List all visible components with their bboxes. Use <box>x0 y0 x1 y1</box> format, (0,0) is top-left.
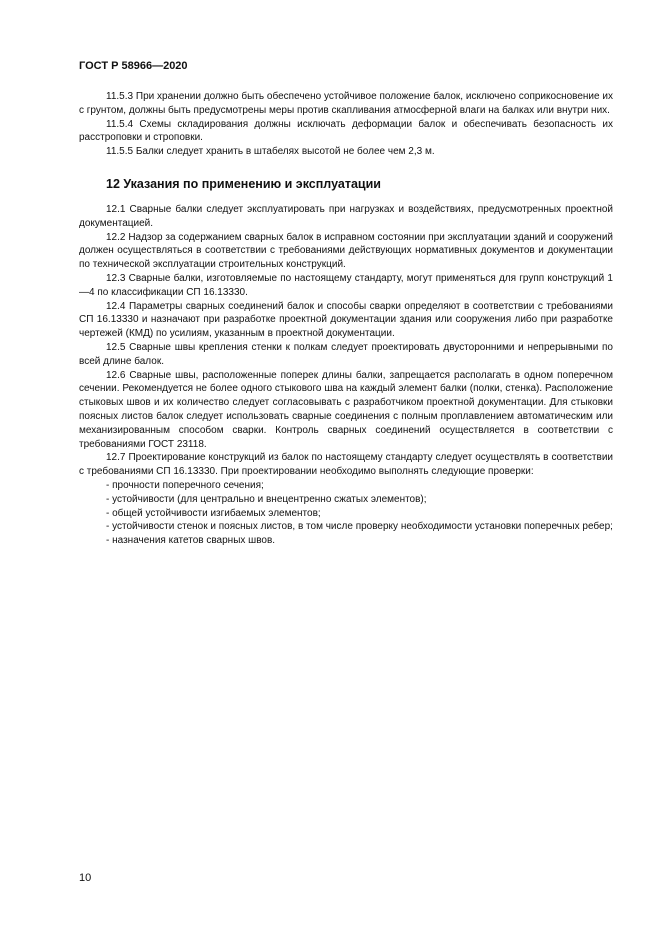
paragraph-12-3: 12.3 Сварные балки, изготовляемые по настоящему стандарту, могут применяться для групп конструкций 1—4 по классификации СП 16.13330. <box>79 272 613 298</box>
document-header: ГОСТ Р 58966—2020 <box>79 60 188 72</box>
paragraph-12-4: 12.4 Параметры сварных соединений балок и способы сварки определяют в соответствии с требованиями СП 16.13330 и назначают при разработке проектной документации здания или сооружения либо при разработке чертежей (КМД) по усилиям, указанным в проектной документации. <box>79 300 613 340</box>
paragraph-11-5-5: 11.5.5 Балки следует хранить в штабелях высотой не более чем 2,3 м. <box>106 146 435 158</box>
page-number: 10 <box>79 872 92 884</box>
section-title: 12 Указания по применению и эксплуатации <box>106 176 381 191</box>
document-body <box>79 90 613 548</box>
paragraph-12-6: 12.6 Сварные швы, расположенные поперек длины балки, запрещается располагать в одном поперечном сечении. Рекомендуется не более одного стыкового шва на каждый элемент балки (полки, стенка). Расположение стыковых швов и их количество следует согласовывать с разработчиком проектной документации. Для стыковки поясных листов балок следует использовать сварные соединения с полным проплавлением автоматическим или механизированным способом сварки. Контроль сварных соединений осуществляется в соответствии с требованиями ГОСТ 23118. <box>79 369 613 450</box>
paragraph-12-5: 12.5 Сварные швы крепления стенки к полкам следует проектировать двусторонними и непрерывными по всей длине балок. <box>79 341 613 367</box>
list-item: - устойчивости (для центрально и внецентренно сжатых элементов); <box>106 493 427 505</box>
paragraph-12-7: 12.7 Проектирование конструкций из балок по настоящему стандарту следует осуществлять в соответствии с требованиями СП 16.13330. При проектировании необходимо выполнять следующие проверки: <box>79 452 613 478</box>
list-item: - назначения катетов сварных швов. <box>106 535 276 547</box>
paragraph-12-1: 12.1 Сварные балки следует эксплуатировать при нагрузках и воздействиях, предусмотренных проектной документацией. <box>79 203 613 229</box>
list-item: - устойчивости стенок и поясных листов, в том числе проверку необходимости установки поперечных ребер; <box>106 521 613 533</box>
list-item: - прочности поперечного сечения; <box>106 479 264 491</box>
paragraph-11-5-3: 11.5.3 При хранении должно быть обеспечено устойчивое положение балок, исключено соприкосновение их с грунтом, должны быть предусмотрены меры против скапливания атмосферной влаги на балках или внутри них. <box>79 91 613 116</box>
list-item: - общей устойчивости изгибаемых элементов; <box>106 507 321 519</box>
paragraph-12-2: 12.2 Надзор за содержанием сварных балок в исправном состоянии при эксплуатации зданий и сооружений должен осуществляться в соответствии с требованиями действующих нормативных документов и документации по технической эксплуатации строительных конструкций. <box>79 231 613 271</box>
paragraph-11-5-4: 11.5.4 Схемы складирования должны исключать деформации балок и обеспечивать безопасность их расстроповки и строповки. <box>79 118 613 144</box>
